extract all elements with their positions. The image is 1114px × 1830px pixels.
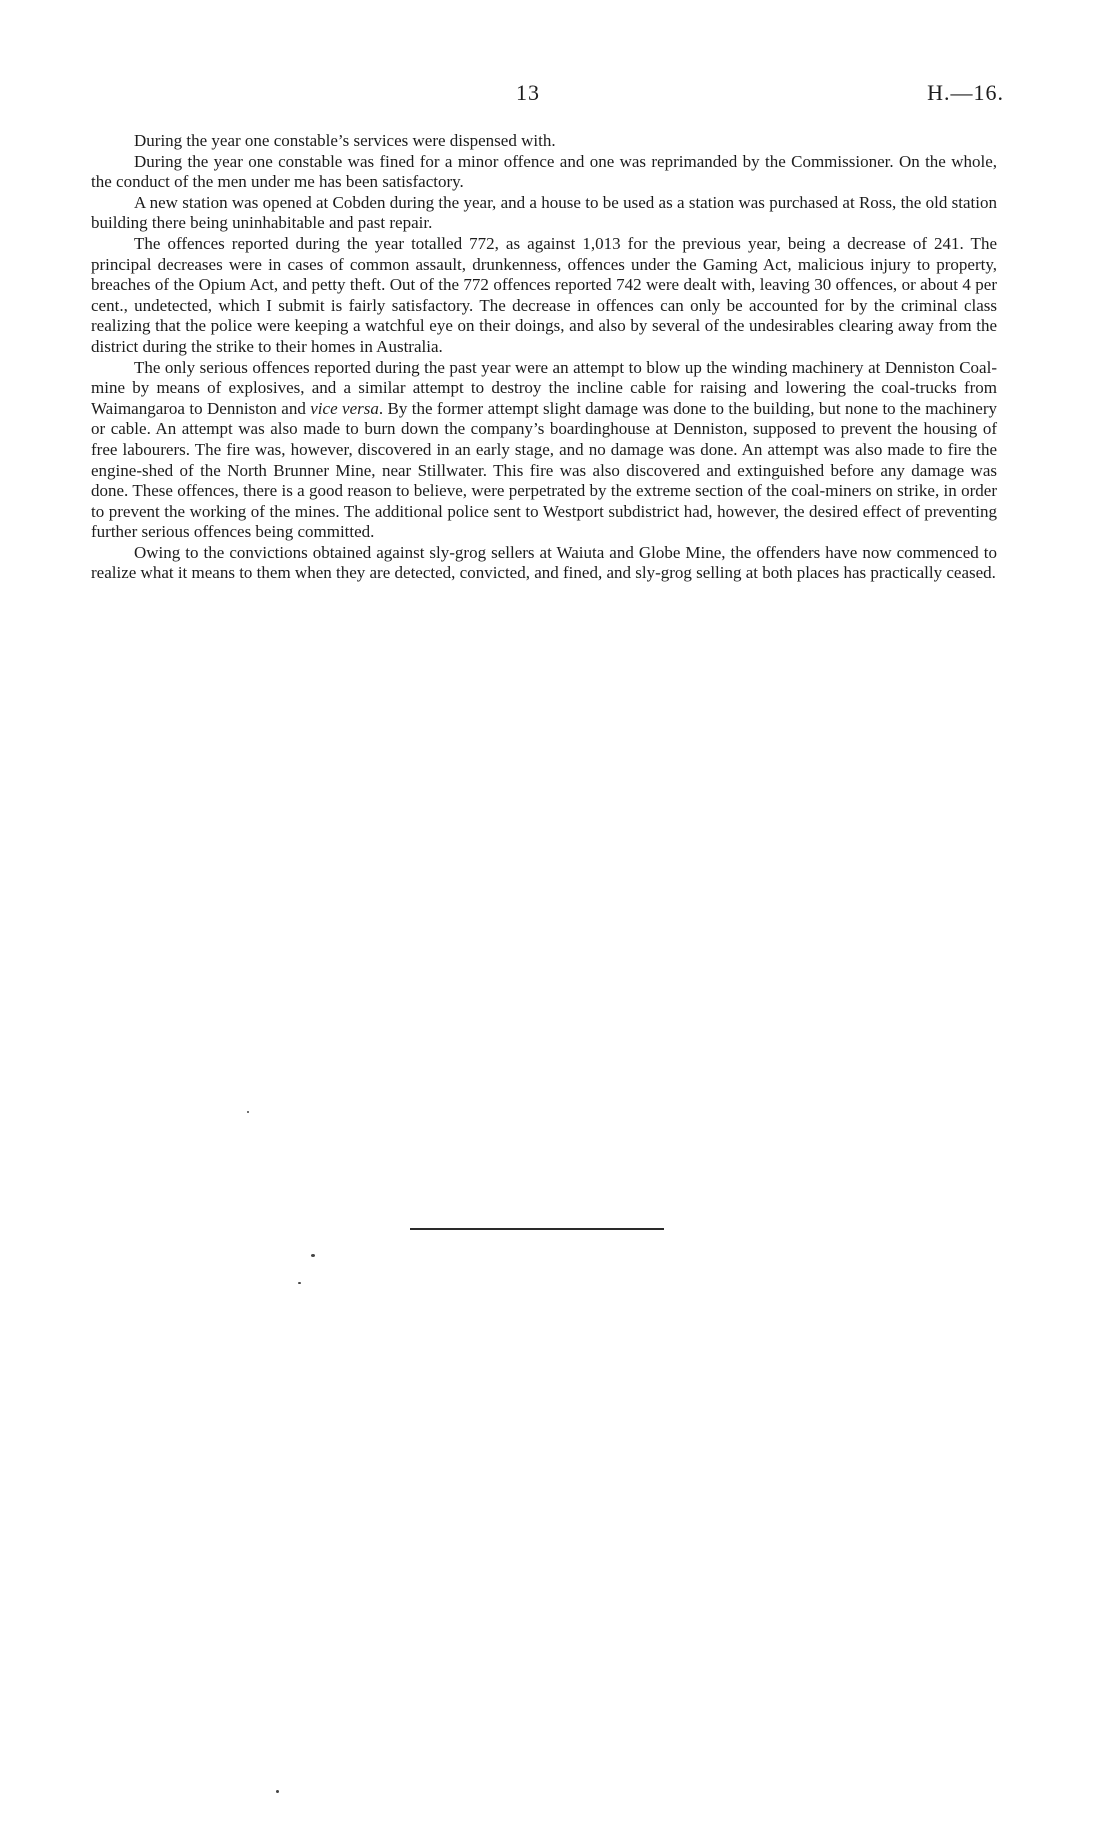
paragraph-sly-grog: Owing to the convictions obtained against sly-grog sellers at Waiuta and Globe Mine, the offenders have now commenced to realize what it means to them when they are detected, convicted, and fined, and sly-grog selling at both places has practically ceased. — [91, 542, 997, 583]
paragraph-dispensed: During the year one constable’s services were dispensed with. — [134, 131, 556, 150]
page-number: 13 — [516, 80, 540, 105]
report-body — [91, 131, 997, 584]
serious-offences-text-a: The only serious offences reported during the past year were an attempt to blow up the winding machinery at Denniston Coal-mine by means of explosives, and a similar attempt to destroy the incline cable for raising and lowering the coal-trucks from Waimangaroa to Denniston and — [91, 357, 997, 418]
print-speck — [247, 1111, 249, 1113]
print-speck — [276, 1790, 279, 1793]
paragraph-offences: The offences reported during the year totalled 772, as against 1,013 for the previous year, being a decrease of 241. The principal decreases were in cases of common assault, drunkenness, offences under the Gaming Act, malicious injury to property, breaches of the Opium Act, and petty theft. Out of the 772 offences reported 742 were dealt with, leaving 30 offences, or about 4 per cent., undetected, which I submit is fairly satisfactory. The decrease in offences can only be accounted for by the criminal class realizing that the police were keeping a watchful eye on their doings, and also by several of the undesirables clearing away from the district during the strike to their homes in Australia. — [91, 233, 997, 356]
paragraph-stations: A new station was opened at Cobden during the year, and a house to be used as a station was purchased at Ross, the old station building there being uninhabitable and past repair. — [91, 192, 997, 233]
serious-offences-italic: vice versa — [310, 398, 379, 418]
print-speck — [311, 1254, 315, 1257]
section-divider-rule — [410, 1228, 664, 1230]
serious-offences-text-b: . By the former attempt slight damage was done to the building, but none to the machinery or cable. An attempt was also made to burn down the company’s boardinghouse at Denniston, supposed to prevent the housing of free labourers. The fire was, however, discovered in an early stage, and no damage was done. An attempt was also made to fire the engine-shed of the North Brunner Mine, near Stillwater. This fire was also discovered and extinguished before any damage was done. These offences, there is a good reason to believe, were perpetrated by the extreme section of the coal-miners on strike, in order to prevent the working of the mines. The additional police sent to Westport subdistrict had, however, the desired effect of preventing further serious offences being committed. — [91, 398, 997, 542]
paragraph-discipline: During the year one constable was fined for a minor offence and one was reprimanded by the Commissioner. On the whole, the conduct of the men under me has been satisfactory. — [91, 151, 997, 192]
document-reference: H.—16. — [927, 80, 1004, 105]
paragraph-serious-offences — [91, 358, 997, 543]
print-speck — [298, 1282, 301, 1284]
